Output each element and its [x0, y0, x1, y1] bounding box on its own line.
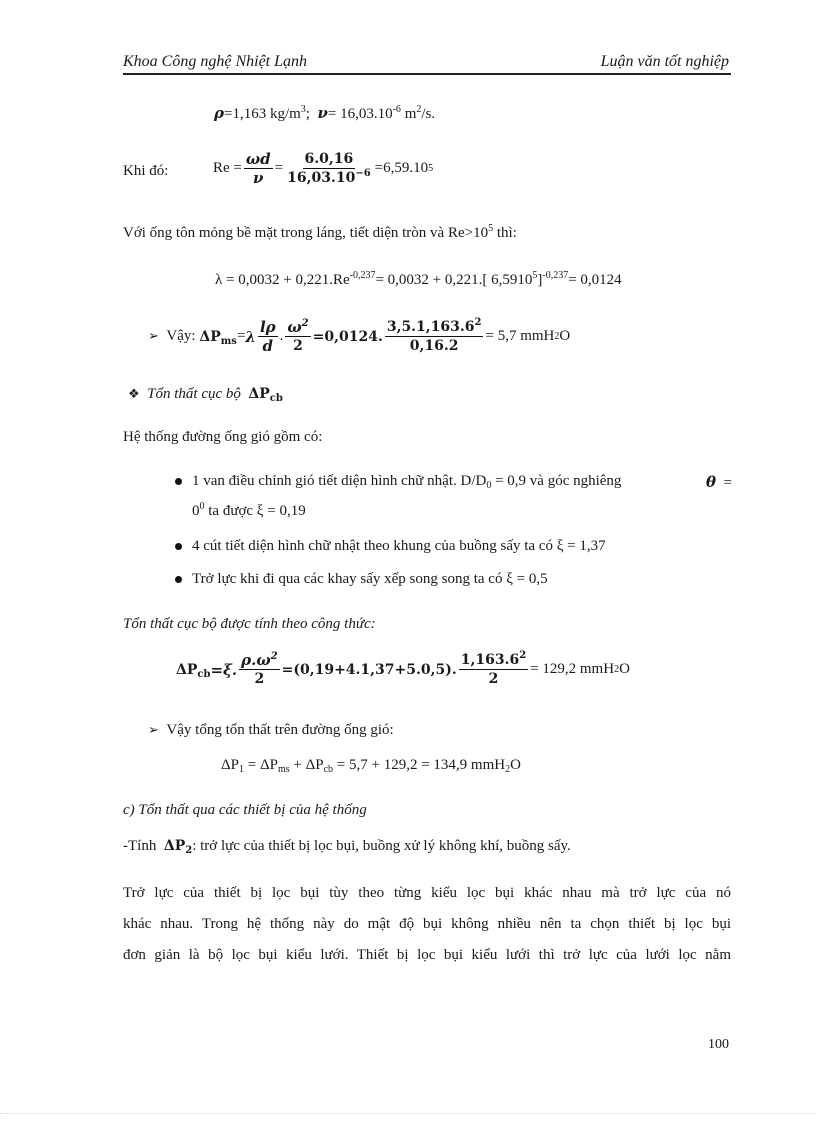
friction-loss-result: = 5,7 mmH — [485, 328, 555, 344]
fraction-rho-omega — [239, 651, 279, 688]
coefficient-result: ta được ξ = 0,19 — [204, 503, 306, 519]
paragraph-tail: thì: — [493, 225, 517, 241]
lambda-exponent-2: 5 — [532, 270, 538, 281]
section-heading-local-loss — [128, 386, 283, 403]
paragraph-pipe-condition — [123, 225, 517, 242]
lambda-part-c: ] — [537, 272, 543, 288]
xi-coefficient: =ξ. — [210, 660, 238, 679]
fraction-omega-squared — [285, 318, 310, 355]
fraction-numerator: lρ — [259, 318, 276, 336]
fraction-denominator: ν — [253, 169, 264, 187]
fraction-numeric — [459, 651, 528, 688]
result-tail: O — [510, 757, 521, 773]
friction-loss-equation: ➢ Vậy: $\Delta P_{ms}$ = λ $\frac{l\rho}{d}$ . $\frac{\omega^2}{2}$ =0,0124. $\frac{3,5.1,163.6^2}{0,16.2}$ = 5,7 mmH 2 O — [148, 317, 571, 355]
conclusion-label: Vậy: — [166, 328, 196, 344]
omega-exponent: 2 — [301, 318, 309, 329]
fraction-numerator: ωd — [245, 150, 271, 168]
conclusion-text: Vậy tổng tổn thất trên đường ống gió: — [166, 722, 394, 738]
paragraph-line: khác nhau. Trong hệ thống này do mật độ bụi không nhiều nên ta chọn thiết bị lọc bụi — [123, 916, 731, 932]
page-bottom-border — [0, 1113, 816, 1114]
bullet-item-elbows: 4 cút tiết diện hình chữ nhật theo khung của buồng sấy ta có ξ = 1,37 — [192, 538, 606, 554]
fraction-omega-d-nu — [244, 150, 273, 187]
delta-p-subscript: cb — [269, 393, 283, 404]
fraction-numerator — [385, 318, 484, 337]
fraction-numerator — [239, 651, 279, 670]
delta-p-symbol: ΔP — [199, 328, 221, 345]
fraction-l-rho-d — [258, 318, 278, 355]
bullet-item-damper-line2 — [192, 503, 306, 520]
header-rule — [123, 73, 731, 75]
result-tail: O — [559, 328, 571, 344]
pcb-symbol: + ΔP — [289, 757, 324, 773]
arrow-bullet-icon: ➢ — [148, 723, 159, 738]
coefficient: =0,0124. — [312, 328, 383, 345]
pms-subscript: ms — [277, 764, 290, 775]
diamond-bullet-icon: ❖ — [128, 387, 140, 402]
nu-value: = 16,03.10 — [327, 106, 393, 122]
degree-exponent: 0 — [199, 501, 205, 512]
header-left: Khoa Công nghệ Nhiệt Lạnh — [123, 53, 308, 70]
fraction-numerator — [459, 651, 528, 670]
compute-delta-p2-line — [123, 838, 571, 855]
bullet-item-trays: Trở lực khi đi qua các khay sấy xếp song song ta có ξ = 0,5 — [192, 571, 548, 587]
delta-p-subscript: cb — [197, 668, 211, 680]
denominator-base: 16,03.10 — [287, 170, 356, 186]
section-title: Tổn thất cục bộ — [147, 386, 241, 402]
nu-symbol: ν — [317, 104, 328, 122]
lambda-equation — [215, 272, 622, 289]
lambda-part-b: = 0,0032 + 0,221.[ 6,5910 — [375, 272, 533, 288]
omega-exponent: 2 — [270, 651, 278, 662]
paragraph-line: Trở lực của thiết bị lọc bụi tùy theo từng kiểu lọc bụi khác nhau mà trở lực của nó — [123, 885, 731, 901]
density-viscosity-line — [214, 104, 435, 123]
total-result: = 5,7 + 129,2 = 134,9 mmH — [333, 757, 506, 773]
nu-unit: m — [400, 106, 417, 122]
denominator-exponent: −6 — [355, 168, 371, 179]
result-tail: O — [619, 661, 630, 677]
total-loss-equation — [221, 757, 521, 774]
bullet-icon — [175, 543, 182, 550]
equals-sign: = — [723, 475, 732, 491]
bullet-item-damper — [192, 473, 732, 492]
fraction-denominator: 2 — [293, 338, 303, 354]
formula-title: Tổn thất cục bộ được tính theo công thức: — [123, 616, 376, 632]
numerator-base: 1,163.6 — [460, 652, 520, 668]
delta-p-subscript: ms — [220, 335, 237, 347]
rho-exponent: 3 — [300, 104, 306, 115]
fraction-denominator — [285, 169, 373, 187]
unit-tail: /s. — [421, 106, 436, 122]
fraction-denominator: 2 — [254, 671, 265, 687]
fraction-denominator: 2 — [488, 671, 499, 687]
paragraph-exponent: 5 — [488, 223, 494, 234]
compute-label: -Tính — [123, 838, 157, 854]
rho-omega: ρ.ω — [241, 651, 271, 669]
header-right: Luận văn tốt nghiệp — [600, 53, 729, 70]
equals-sign: = — [236, 328, 246, 344]
reynolds-equation: Re = $\frac{\omega d}{\nu}$ = $\frac{6.0,16}{16,03.10^{-6}}$ =6,59.10 5 — [213, 150, 434, 187]
numerator-exponent: 2 — [519, 650, 527, 661]
re-lhs: Re = — [213, 160, 242, 176]
lambda-part-a: λ = 0,0032 + 0,221.Re — [215, 272, 350, 288]
re-label: Khi đó: — [123, 163, 169, 179]
coefficient-sum: =(0,19+4.1,37+5.0,5). — [281, 661, 457, 678]
delta-p-symbol: ΔP — [248, 386, 270, 402]
fraction-numeric — [385, 318, 484, 355]
rho-value: =1,163 kg/m — [223, 106, 301, 122]
system-intro: Hệ thống đường ống gió gồm có: — [123, 429, 323, 445]
arrow-bullet-icon: ➢ — [148, 329, 159, 344]
lambda-result: = 0,0124 — [568, 272, 622, 288]
numerator-exponent: 2 — [474, 317, 482, 328]
bullet-icon — [175, 478, 182, 485]
nu-exponent: -6 — [392, 104, 401, 115]
re-result: =6,59.10 — [374, 160, 429, 176]
pms-symbol: = ΔP — [244, 757, 278, 773]
separator: ; — [305, 106, 310, 122]
page-number: 100 — [708, 1037, 729, 1052]
p1-symbol: ΔP — [221, 757, 239, 773]
delta-p-symbol: ΔP — [163, 838, 186, 854]
fraction-denominator: 0,16.2 — [409, 338, 459, 354]
fraction-denominator: d — [262, 337, 274, 355]
theta-symbol: θ — [706, 473, 717, 491]
lambda-exponent-3: -0,237 — [542, 270, 569, 281]
bullet-icon — [175, 576, 182, 583]
subsection-c-heading: c) Tổn thất qua các thiết bị của hệ thống — [123, 802, 367, 818]
bullet-text: 1 van điều chỉnh gió tiết diện hình chữ nhật. D/D — [192, 473, 487, 489]
equals-sign: = — [274, 160, 284, 176]
fraction-numeric — [285, 150, 373, 187]
fraction-numerator — [285, 318, 310, 337]
unit-exponent: 2 — [416, 104, 422, 115]
paragraph-line: đơn giản là bộ lọc bụi kiểu lưới. Thiết bị lọc bụi kiểu lưới thì trở lực của lưới lọc nằm — [123, 947, 731, 963]
lambda-exponent-1: -0,237 — [349, 270, 376, 281]
angle-value: 0 — [192, 503, 200, 519]
p1-subscript: 1 — [239, 764, 244, 775]
result-subscript: 2 — [505, 764, 511, 775]
paragraph-text: Với ống tôn mỏng bề mặt trong láng, tiết diện tròn và Re>10 — [123, 225, 489, 241]
bullet-subscript: 0 — [486, 480, 492, 491]
omega-symbol: ω — [287, 318, 302, 336]
local-loss-result: = 129,2 mmH — [530, 661, 615, 677]
rho-symbol: ρ — [214, 104, 224, 122]
total-duct-loss-conclusion — [148, 722, 394, 739]
pcb-subscript: cb — [323, 764, 334, 775]
local-loss-equation: $\Delta P_{cb}$ =ξ. $\frac{\rho.\omega^2}{2}$ =(0,19+4.1,37+5.0,5). $\frac{1,163.6^2}{2}$ = 129,2 mmH 2 O — [176, 650, 630, 687]
fraction-numerator: 6.0,16 — [304, 151, 354, 167]
bullet-text-tail: = 0,9 và góc nghiêng — [491, 473, 622, 489]
delta-p-subscript: 2 — [185, 845, 193, 856]
compute-description: : trở lực của thiết bị lọc bụi, buồng xử lý không khí, buồng sấy. — [192, 838, 571, 854]
lambda-symbol: λ — [245, 327, 256, 346]
numerator-base: 3,5.1,163.6 — [386, 319, 475, 335]
delta-p-symbol: ΔP — [176, 661, 198, 678]
